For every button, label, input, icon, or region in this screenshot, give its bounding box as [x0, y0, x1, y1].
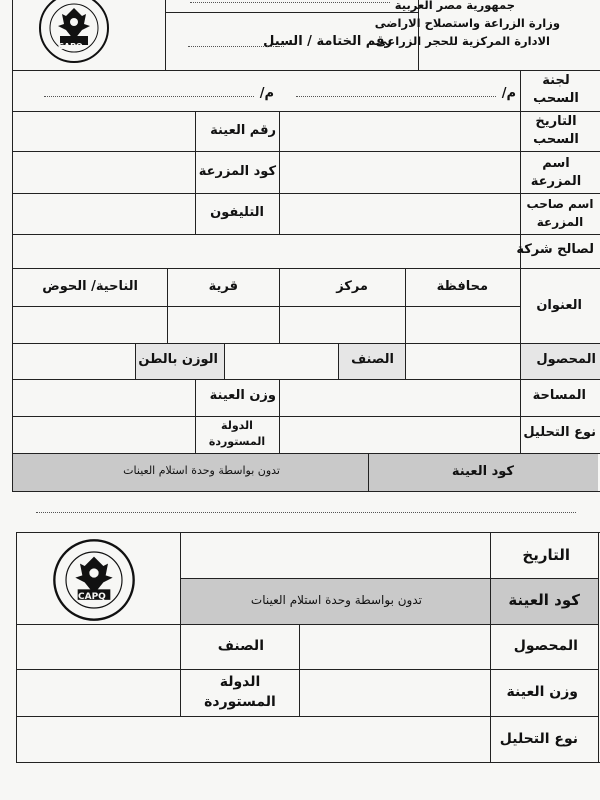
committee-member-1-input[interactable]	[296, 96, 496, 97]
phone-label: التليفون	[210, 205, 264, 220]
m-label-1: م/	[501, 86, 516, 101]
bottom-crop-label: المحصول	[513, 638, 578, 654]
village-label: قرية	[208, 279, 238, 294]
logo-acronym-bottom: CAPQ	[78, 592, 106, 602]
bottom-sample-weight-label: وزن العينة	[506, 684, 578, 700]
address-label: العنوان	[536, 298, 582, 313]
sample-code-label: كود العينة	[451, 464, 514, 479]
sample-code-note: تدون بواسطة وحدة استلام العينات	[123, 464, 280, 477]
district-label: الناحية/ الحوض	[42, 279, 138, 294]
bottom-analysis-type-label: نوع التحليل	[499, 731, 578, 747]
governorate-label: محافظة	[436, 279, 488, 294]
bottom-date-label: التاريخ	[522, 546, 570, 564]
company-input[interactable]	[13, 235, 519, 268]
farm-code-label: كود المزرعة	[198, 164, 276, 179]
seal-field-label: رقم الختامة / السيل	[263, 34, 392, 49]
bottom-analysis-input[interactable]	[17, 717, 489, 762]
crop-label: المحصول	[536, 352, 596, 367]
date-label: التاريخ السحب	[533, 114, 579, 147]
sample-no-input[interactable]	[13, 112, 194, 151]
sample-weight-label: وزن العينة	[209, 388, 276, 403]
committee-member-2-input[interactable]	[44, 96, 254, 97]
bottom-variety-label: الصنف	[217, 638, 264, 654]
logo-acronym: CAPQ	[58, 42, 83, 51]
capq-logo	[38, 0, 110, 64]
bottom-sample-code-label: كود العينة	[508, 591, 580, 609]
cut-line	[36, 512, 576, 513]
bottom-date-input[interactable]	[181, 533, 489, 577]
importing-country-label: الدولة المستوردة	[208, 419, 266, 448]
committee-label: لجنة السحب	[533, 73, 579, 106]
farm-code-input[interactable]	[13, 152, 194, 193]
sample-no-label: رقم العينة	[210, 123, 276, 138]
bottom-weight-input[interactable]	[17, 670, 179, 716]
m-label-2: م/	[259, 86, 274, 101]
owner-label: اسم صاحب المزرعة	[526, 197, 594, 229]
bottom-crop-input[interactable]	[17, 625, 179, 669]
header-line-3: الادارة المركزية للحجر الزراعى	[375, 34, 550, 48]
weight-ton-label: الوزن بالطن	[138, 352, 218, 367]
farm-name-label: اسم المزرعة	[530, 156, 582, 189]
for-company-label: لصالح شركة	[516, 242, 594, 257]
center-label: مركز	[336, 279, 368, 294]
bottom-sample-code-note: تدون بواسطة وحدة استلام العينات	[250, 593, 422, 607]
phone-input[interactable]	[13, 194, 194, 234]
seal-field-input[interactable]	[188, 46, 284, 47]
area-label: المساحة	[532, 388, 586, 403]
header-line-1: جمهورية مصر العربية	[394, 0, 515, 12]
header-line-2: وزارة الزراعة واستصلاح الاراضى	[374, 16, 560, 30]
analysis-type-label: نوع التحليل	[523, 425, 596, 440]
bottom-importing-country-label: الدولة المستوردة	[204, 674, 276, 710]
capq-logo-bottom	[52, 538, 136, 622]
variety-label: الصنف	[351, 352, 394, 367]
